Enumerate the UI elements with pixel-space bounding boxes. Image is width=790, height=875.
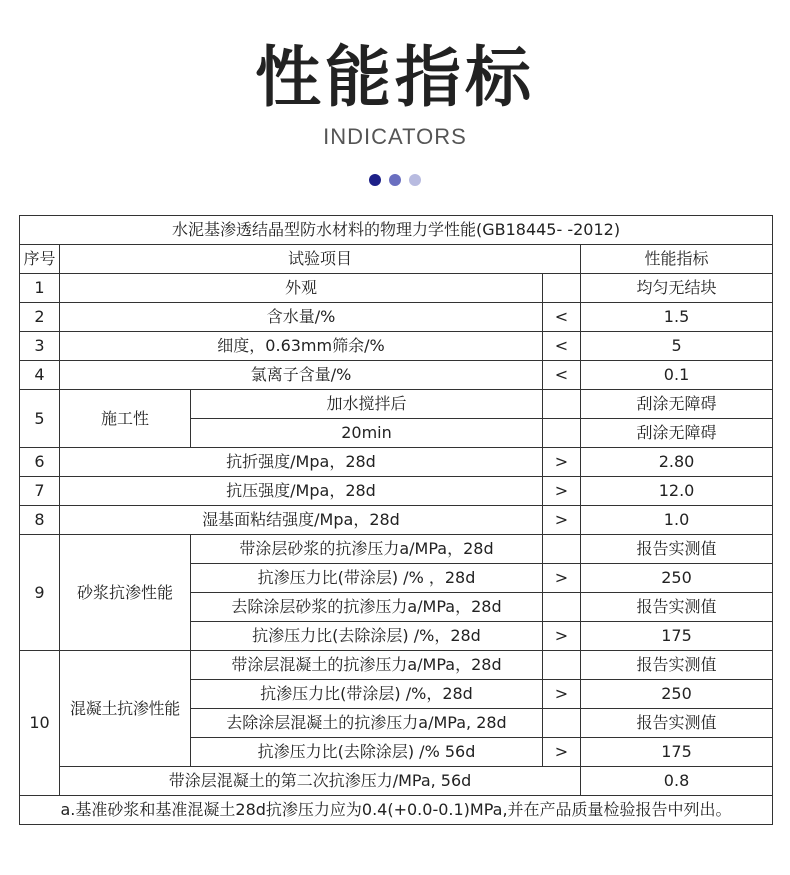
page-subtitle: INDICATORS bbox=[323, 124, 467, 149]
sub-value: 报告实测值 bbox=[581, 593, 773, 622]
sub-sign bbox=[543, 709, 581, 738]
table-title-row bbox=[20, 216, 773, 245]
group-name: 砂浆抗渗性能 bbox=[60, 535, 191, 651]
sub-value: 报告实测值 bbox=[581, 651, 773, 680]
sub-item: 带涂层砂浆的抗渗压力a/MPa，28d bbox=[191, 535, 543, 564]
row-item: 含水量/% bbox=[60, 303, 543, 332]
sub-value: 刮涂无障碍 bbox=[581, 419, 773, 448]
row-no: 2 bbox=[20, 303, 60, 332]
dot-1 bbox=[369, 174, 381, 186]
sub-sign bbox=[543, 593, 581, 622]
row-value: 均匀无结块 bbox=[581, 274, 773, 303]
sub-item: 抗渗压力比(去除涂层) /% 56d bbox=[191, 738, 543, 767]
table-title: 水泥基渗透结晶型防水材料的物理力学性能(GB18445- -2012) bbox=[20, 216, 773, 245]
sub-value: 250 bbox=[581, 680, 773, 709]
row-sign: < bbox=[543, 303, 581, 332]
row-sign: > bbox=[543, 506, 581, 535]
sub-sign: > bbox=[543, 738, 581, 767]
header-indicator: 性能指标 bbox=[581, 245, 773, 274]
table-row bbox=[20, 274, 773, 303]
sub-item: 抗渗压力比(带涂层) /%，28d bbox=[191, 680, 543, 709]
row-no: 1 bbox=[20, 274, 60, 303]
dot-3 bbox=[409, 174, 421, 186]
sub-value: 刮涂无障碍 bbox=[581, 390, 773, 419]
row-item: 外观 bbox=[60, 274, 543, 303]
row-item: 湿基面粘结强度/Mpa，28d bbox=[60, 506, 543, 535]
row-item: 细度，0.63mm筛余/% bbox=[60, 332, 543, 361]
sub-item: 抗渗压力比(去除涂层) /%，28d bbox=[191, 622, 543, 651]
table-row bbox=[20, 361, 773, 390]
sub-item: 抗渗压力比(带涂层) /% ，28d bbox=[191, 564, 543, 593]
dot-2 bbox=[389, 174, 401, 186]
table-row bbox=[20, 767, 773, 796]
header-no: 序号 bbox=[20, 245, 60, 274]
sub-sign bbox=[543, 419, 581, 448]
row-no: 3 bbox=[20, 332, 60, 361]
row-item: 氯离子含量/% bbox=[60, 361, 543, 390]
sub-item: 去除涂层混凝土的抗渗压力a/MPa, 28d bbox=[191, 709, 543, 738]
sub-item: 20min bbox=[191, 419, 543, 448]
row-item: 抗折强度/Mpa，28d bbox=[60, 448, 543, 477]
table-row bbox=[20, 651, 773, 680]
decorative-dots bbox=[0, 174, 790, 186]
row-item: 抗压强度/Mpa，28d bbox=[60, 477, 543, 506]
group-no: 10 bbox=[20, 651, 60, 796]
header-item: 试验项目 bbox=[60, 245, 581, 274]
row-no: 4 bbox=[20, 361, 60, 390]
row-sign bbox=[543, 274, 581, 303]
table-row bbox=[20, 303, 773, 332]
row-value: 2.80 bbox=[581, 448, 773, 477]
sub-sign bbox=[543, 535, 581, 564]
row-no: 8 bbox=[20, 506, 60, 535]
sub-value: 0.8 bbox=[581, 767, 773, 796]
table-note-row bbox=[20, 796, 773, 825]
table-header-row bbox=[20, 245, 773, 274]
row-sign: > bbox=[543, 477, 581, 506]
sub-value: 175 bbox=[581, 622, 773, 651]
group-no: 9 bbox=[20, 535, 60, 651]
sub-sign bbox=[543, 390, 581, 419]
table-row bbox=[20, 477, 773, 506]
sub-sign bbox=[543, 651, 581, 680]
page-title: 性能指标 bbox=[255, 39, 535, 116]
sub-item: 加水搅拌后 bbox=[191, 390, 543, 419]
row-sign: > bbox=[543, 448, 581, 477]
sub-value: 报告实测值 bbox=[581, 535, 773, 564]
table-row bbox=[20, 390, 773, 419]
sub-item: 带涂层混凝土的抗渗压力a/MPa，28d bbox=[191, 651, 543, 680]
table-row bbox=[20, 506, 773, 535]
group-name: 施工性 bbox=[60, 390, 191, 448]
row-value: 0.1 bbox=[581, 361, 773, 390]
table-row bbox=[20, 535, 773, 564]
table-note: a.基准砂浆和基准混凝土28d抗渗压力应为0.4(+0.0-0.1)MPa,并在产品质量检验报告中列出。 bbox=[20, 796, 773, 825]
sub-item: 去除涂层砂浆的抗渗压力a/MPa，28d bbox=[191, 593, 543, 622]
table-row bbox=[20, 448, 773, 477]
sub-sign: > bbox=[543, 680, 581, 709]
row-value: 1.5 bbox=[581, 303, 773, 332]
row-sign: < bbox=[543, 361, 581, 390]
sub-item: 带涂层混凝土的第二次抗渗压力/MPa, 56d bbox=[60, 767, 581, 796]
properties-table bbox=[19, 215, 773, 825]
group-name: 混凝土抗渗性能 bbox=[60, 651, 191, 767]
group-no: 5 bbox=[20, 390, 60, 448]
sub-value: 175 bbox=[581, 738, 773, 767]
row-no: 6 bbox=[20, 448, 60, 477]
row-no: 7 bbox=[20, 477, 60, 506]
sub-value: 报告实测值 bbox=[581, 709, 773, 738]
row-value: 5 bbox=[581, 332, 773, 361]
row-sign: < bbox=[543, 332, 581, 361]
sub-sign: > bbox=[543, 622, 581, 651]
sub-sign: > bbox=[543, 564, 581, 593]
table-row bbox=[20, 332, 773, 361]
row-value: 1.0 bbox=[581, 506, 773, 535]
sub-value: 250 bbox=[581, 564, 773, 593]
row-value: 12.0 bbox=[581, 477, 773, 506]
